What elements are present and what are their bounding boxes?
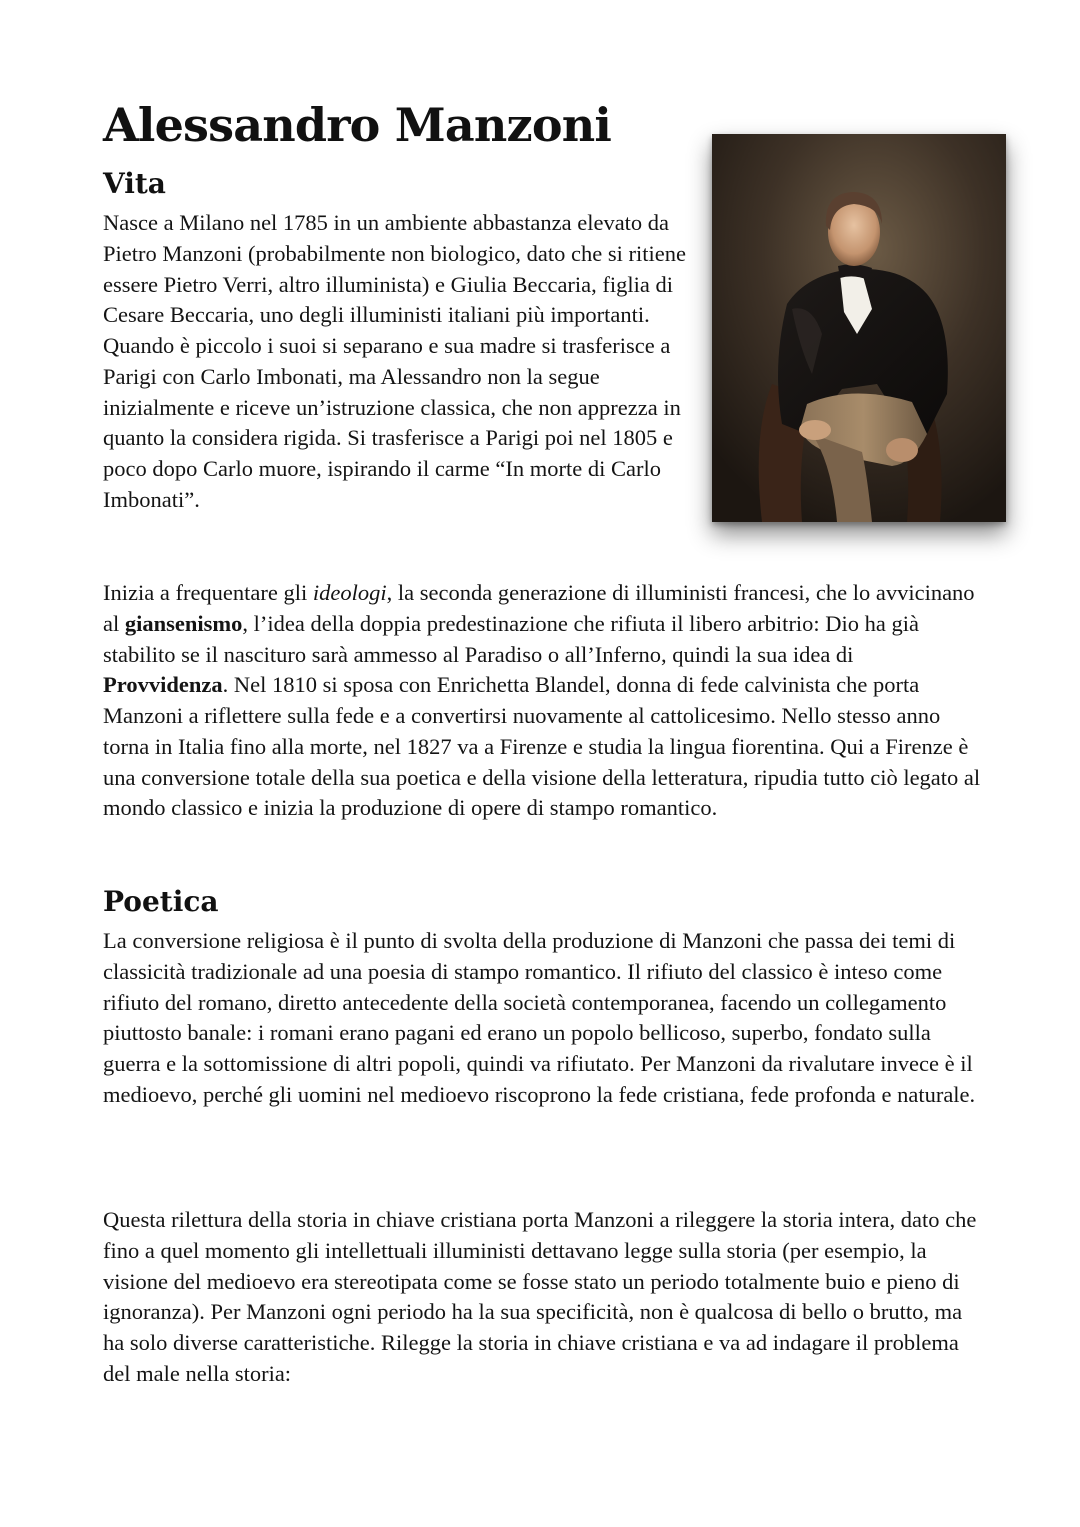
text-run: La conversione religiosa è il punto di svolta della produzione di Manzoni che passa dei temi di classicità tradizionale ad una poesia di stampo romantico. Il rifiuto del classico è inteso come rifiuto del romano, diretto antecedente della società contemporanea, facendo un collegamento piuttosto banale: i romani erano pagani ed erano un popolo bellicoso, superbo, fondato sulla guerra e la sottomissione di altri popoli, quindi va rifiutato. Per Manzoni da rivalutare invece è il medioevo, perché gli uomini nel medioevo riscoprono la fede cristiana, fede profonda e naturale. bbox=[103, 928, 976, 1107]
bold-term-provvidenza: Provvidenza bbox=[103, 672, 223, 698]
text-run: Questa rilettura della storia in chiave cristiana porta Manzoni a rileggere la storia intera, dato che fino a quel momento gli intellettuali illuministi dettavano legge sulla storia (per esempio, la visione del medioevo era stereotipata come se fosse stato un periodo totalmente buio e pieno di ignoranza). Per Manzoni ogni periodo ha la sua specificità, non è qualcosa di bello o brutto, ma ha solo diverse caratteristiche. Rilegge la storia in chiave cristiana e va ad indagare il problema del male nella storia: bbox=[103, 1207, 977, 1386]
page-title: Alessandro Manzoni bbox=[103, 98, 612, 152]
portrait-painting bbox=[712, 134, 1006, 522]
text-run: Inizia a frequentare gli bbox=[103, 580, 313, 605]
paragraph-poetica-1 bbox=[103, 926, 983, 1111]
section-heading-poetica: Poetica bbox=[103, 885, 219, 918]
section-heading-vita: Vita bbox=[103, 167, 166, 200]
paragraph-vita-2 bbox=[103, 578, 983, 824]
paragraph-vita-1 bbox=[103, 208, 703, 516]
bold-term-giansenismo: giansenismo bbox=[124, 610, 243, 636]
text-run: , l’idea della doppia predestinazione che rifiuta il libero arbitrio: Dio ha già stabilito se il nascituro sarà ammesso al Paradiso o all’Inferno, quindi la sua idea di bbox=[103, 610, 920, 667]
paragraph-poetica-2 bbox=[103, 1205, 983, 1390]
text-run: , la seconda generazione di illuministi francesi, che lo avvicinano al bbox=[103, 580, 975, 636]
italic-term-ideologi: ideologi bbox=[312, 580, 387, 605]
portrait-image bbox=[712, 134, 1006, 522]
text-run: . Nel 1810 si sposa con Enrichetta Blandel, donna di fede calvinista che porta Manzoni a riflettere sulla fede e a convertirsi nuovamente al cattolicesimo. Nello stesso anno torna in Italia fino alla morte, nel 1827 va a Firenze e studia la lingua fiorentina. Qui a Firenze è una conversione totale della sua poetica e della visione della letteratura, ripudia tutto ciò legato al mondo classico e inizia la produzione di opere di stampo romantico. bbox=[103, 672, 981, 821]
text-run: Nasce a Milano nel 1785 in un ambiente abbastanza elevato da Pietro Manzoni (probabilmente non biologico, dato che si ritiene essere Pietro Verri, altro illuminista) e Giulia Beccaria, figlia di Cesare Beccaria, uno degli illuministi italiani più importanti. Quando è piccolo i suoi si separano e sua madre si trasferisce a Parigi con Carlo Imbonati, ma Alessandro non la segue inizialmente e riceve un’istruzione classica, che non apprezza in quanto la considera rigida. Si trasferisce a Parigi poi nel 1805 e poco dopo Carlo muore, ispirando il carme “In morte di Carlo Imbonati”. bbox=[103, 210, 686, 512]
